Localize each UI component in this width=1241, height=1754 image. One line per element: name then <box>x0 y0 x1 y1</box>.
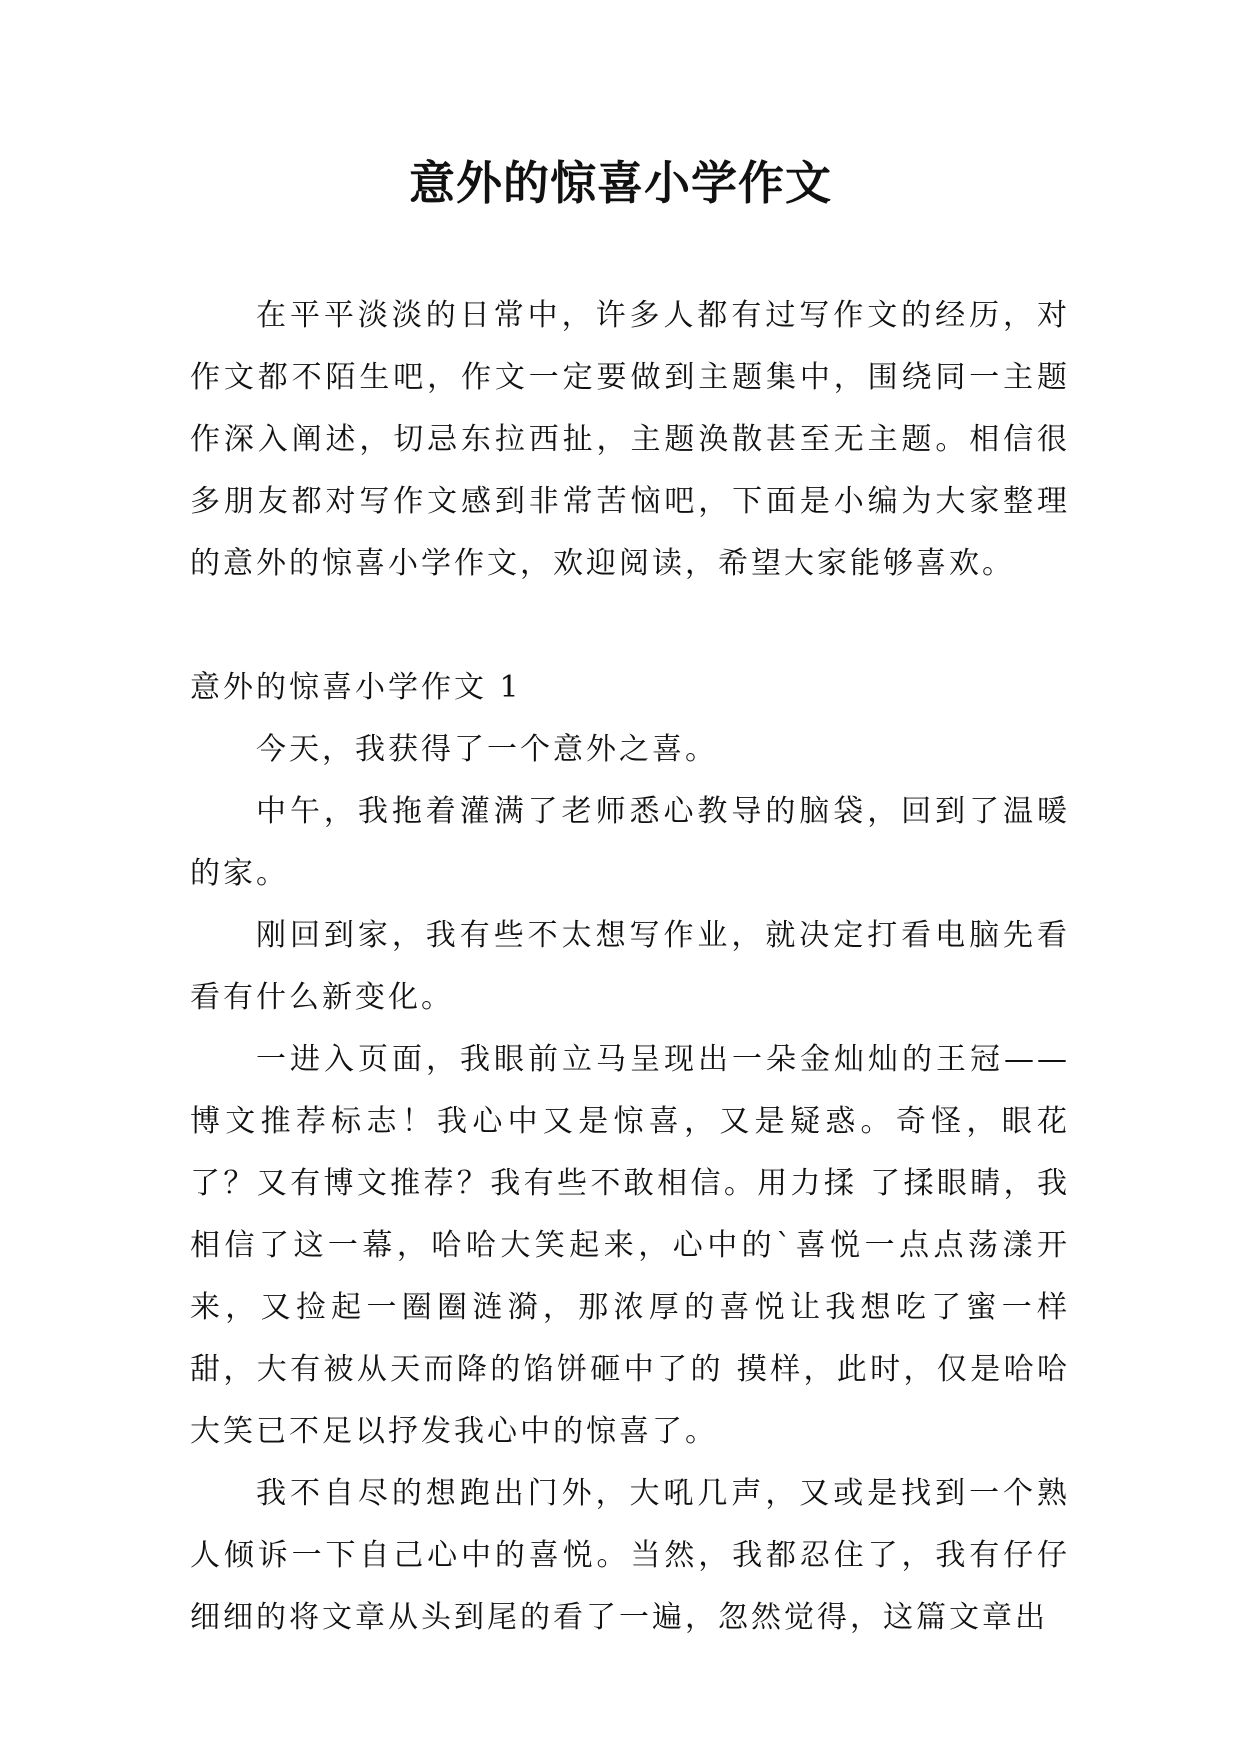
document-title: 意外的惊喜小学作文 <box>409 156 832 210</box>
document-body <box>190 285 1070 1649</box>
section-heading: 意外的惊喜小学作文 1 <box>190 670 522 705</box>
body-paragraph: 刚回到家，我有些不太想写作业，就决定打看电脑先看看有什么新变化。 <box>190 918 1070 1015</box>
body-paragraph: 我不自尽的想跑出门外，大吼几声，又或是找到一个熟人倾诉一下自己心中的喜悦。当然，我都忍住了，我有仔仔细细的将文章从头到尾的看了一遍，忽然觉得，这篇文章出 <box>190 1476 1070 1635</box>
body-paragraph: 今天，我获得了一个意外之喜。 <box>256 732 718 767</box>
body-paragraph: 中午，我拖着灌满了老师悉心教导的脑袋，回到了温暖的家。 <box>190 794 1070 891</box>
body-paragraph: 一进入页面，我眼前立马呈现出一朵金灿灿的王冠——博文推荐标志！我心中又是惊喜，又是疑惑。奇怪，眼花了？又有博文推荐？我有些不敢相信。用力揉 了揉眼睛，我相信了这一幕，哈哈大笑起来，心中的`喜悦一点点荡漾开来，又捡起一圈圈涟漪，那浓厚的喜悦让我想吃了蜜一样甜，大有被从天而降的馅饼砸中了的 摸样，此时，仅是哈哈大笑已不足以抒发我心中的惊喜了。 <box>190 1042 1070 1449</box>
intro-paragraph: 在平平淡淡的日常中，许多人都有过写作文的经历，对作文都不陌生吧，作文一定要做到主题集中，围绕同一主题作深入阐述，切忌东拉西扯，主题涣散甚至无主题。相信很多朋友都对写作文感到非常苦恼吧，下面是小编为大家整理的意外的惊喜小学作文，欢迎阅读，希望大家能够喜欢。 <box>190 298 1070 581</box>
